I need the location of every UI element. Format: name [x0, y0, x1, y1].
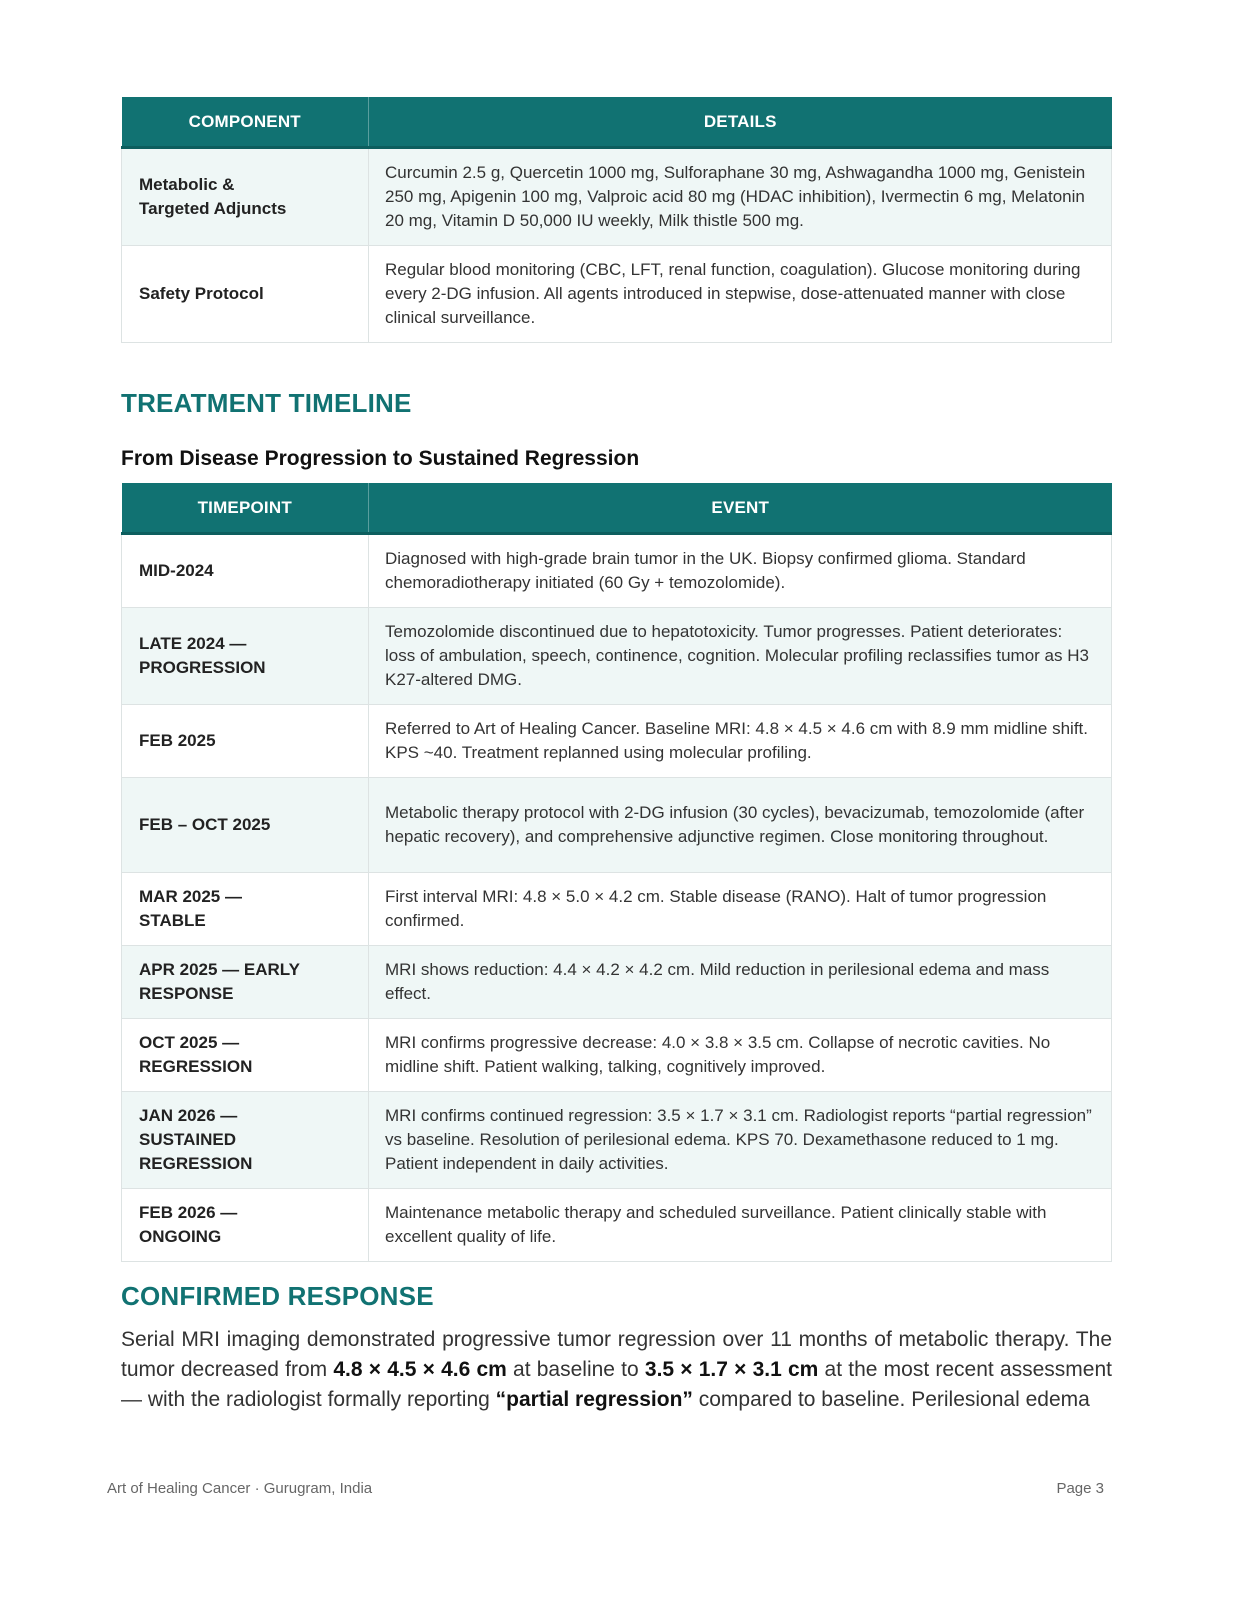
table-row	[122, 705, 1112, 778]
event-cell: MRI confirms continued regression: 3.5 × 1.7 × 3.1 cm. Radiologist reports “partial regression” vs baseline. Resolution of perilesional edema. KPS 70. Dexamethasone reduced to 1 mg. Patient independent in daily activities.	[369, 1092, 1112, 1189]
table-row	[122, 608, 1112, 705]
confirmed-response-section	[121, 1281, 1112, 1312]
event-cell: Referred to Art of Healing Cancer. Baseline MRI: 4.8 × 4.5 × 4.6 cm with 8.9 mm midline shift. KPS ~40. Treatment replanned using molecular profiling.	[369, 705, 1112, 778]
timepoint-cell: MAR 2025 — STABLE	[122, 873, 369, 946]
event-cell: Metabolic therapy protocol with 2-DG infusion (30 cycles), bevacizumab, temozolomide (after hepatic recovery), and comprehensive adjunctive regimen. Close monitoring throughout.	[369, 778, 1112, 873]
table-row	[122, 1019, 1112, 1092]
section-title-timeline: TREATMENT TIMELINE	[121, 388, 412, 418]
section-title-confirmed-response: CONFIRMED RESPONSE	[121, 1281, 434, 1311]
partial-regression-quote: “partial regression”	[495, 1388, 693, 1411]
footer-left: Art of Healing Cancer · Gurugram, India	[107, 1480, 373, 1497]
recent-size: 3.5 × 1.7 × 3.1 cm	[644, 1358, 819, 1381]
table-row	[122, 1092, 1112, 1189]
table-row	[122, 778, 1112, 873]
confirmed-response-paragraph	[121, 1325, 1112, 1415]
event-cell: MRI shows reduction: 4.4 × 4.2 × 4.2 cm. Mild reduction in perilesional edema and mass effect.	[369, 946, 1112, 1019]
components-table	[121, 97, 1112, 343]
timepoint-cell: FEB 2025	[122, 705, 369, 778]
timepoint-cell: JAN 2026 — SUSTAINED REGRESSION	[122, 1092, 369, 1189]
para-text: Serial MRI imaging demonstrated progressive tumor regression over 11 months of metabolic therapy. The tumor decreased from	[121, 1328, 1112, 1381]
timeline-table	[121, 483, 1112, 1262]
table-row	[122, 1189, 1112, 1262]
event-cell: MRI confirms progressive decrease: 4.0 × 3.8 × 3.5 cm. Collapse of necrotic cavities. No midline shift. Patient walking, talking, cognitively improved.	[369, 1019, 1112, 1092]
details-cell: Regular blood monitoring (CBC, LFT, renal function, coagulation). Glucose monitoring during every 2-DG infusion. All agents introduced in stepwise, dose-attenuated manner with close clinical surveillance.	[369, 246, 1112, 343]
header-details: DETAILS	[369, 97, 1112, 148]
timeline-header-row	[122, 483, 1112, 534]
para-text: at the most recent assessment — with the radiologist formally reporting	[121, 1358, 1112, 1411]
header-component: COMPONENT	[122, 97, 369, 148]
timeline-section	[121, 388, 1112, 419]
page-number: Page 3	[1056, 1480, 1104, 1497]
event-cell: Temozolomide discontinued due to hepatotoxicity. Tumor progresses. Patient deteriorates: loss of ambulation, speech, continence, cognition. Molecular profiling reclassifies tumor as H3 K27-altered DMG.	[369, 608, 1112, 705]
event-cell: Diagnosed with high-grade brain tumor in the UK. Biopsy confirmed glioma. Standard chemoradiotherapy initiated (60 Gy + temozolomide).	[369, 534, 1112, 608]
timeline-subtitle-wrap	[121, 447, 1112, 471]
table-row	[122, 946, 1112, 1019]
table-row	[122, 246, 1112, 343]
table-row	[122, 873, 1112, 946]
header-event: EVENT	[369, 483, 1112, 534]
table-row	[122, 148, 1112, 246]
component-cell: Safety Protocol	[122, 246, 369, 343]
timeline-table-wrap	[121, 483, 1112, 1262]
timepoint-cell: FEB – OCT 2025	[122, 778, 369, 873]
component-cell: Metabolic & Targeted Adjuncts	[122, 148, 369, 246]
timepoint-cell: APR 2025 — EARLY RESPONSE	[122, 946, 369, 1019]
baseline-size: 4.8 × 4.5 × 4.6 cm	[333, 1358, 507, 1381]
header-timepoint: TIMEPOINT	[122, 483, 369, 534]
details-cell: Curcumin 2.5 g, Quercetin 1000 mg, Sulforaphane 30 mg, Ashwagandha 1000 mg, Genistein 250 mg, Apigenin 100 mg, Valproic acid 80 mg (HDAC inhibition), Ivermectin 6 mg, Melatonin 20 mg, Vitamin D 50,000 IU weekly, Milk thistle 500 mg.	[369, 148, 1112, 246]
components-header-row	[122, 97, 1112, 148]
timepoint-cell: FEB 2026 — ONGOING	[122, 1189, 369, 1262]
event-cell: First interval MRI: 4.8 × 5.0 × 4.2 cm. Stable disease (RANO). Halt of tumor progression confirmed.	[369, 873, 1112, 946]
table-row	[122, 534, 1112, 608]
timeline-subtitle: From Disease Progression to Sustained Regression	[121, 447, 640, 470]
components-section	[121, 97, 1112, 343]
para-text: at baseline to	[506, 1358, 645, 1381]
timepoint-cell: OCT 2025 — REGRESSION	[122, 1019, 369, 1092]
event-cell: Maintenance metabolic therapy and scheduled surveillance. Patient clinically stable with excellent quality of life.	[369, 1189, 1112, 1262]
timepoint-cell: MID-2024	[122, 534, 369, 608]
timepoint-cell: LATE 2024 — PROGRESSION	[122, 608, 369, 705]
para-text: compared to baseline. Perilesional edema	[692, 1388, 1090, 1411]
confirmed-response-body	[121, 1325, 1112, 1415]
